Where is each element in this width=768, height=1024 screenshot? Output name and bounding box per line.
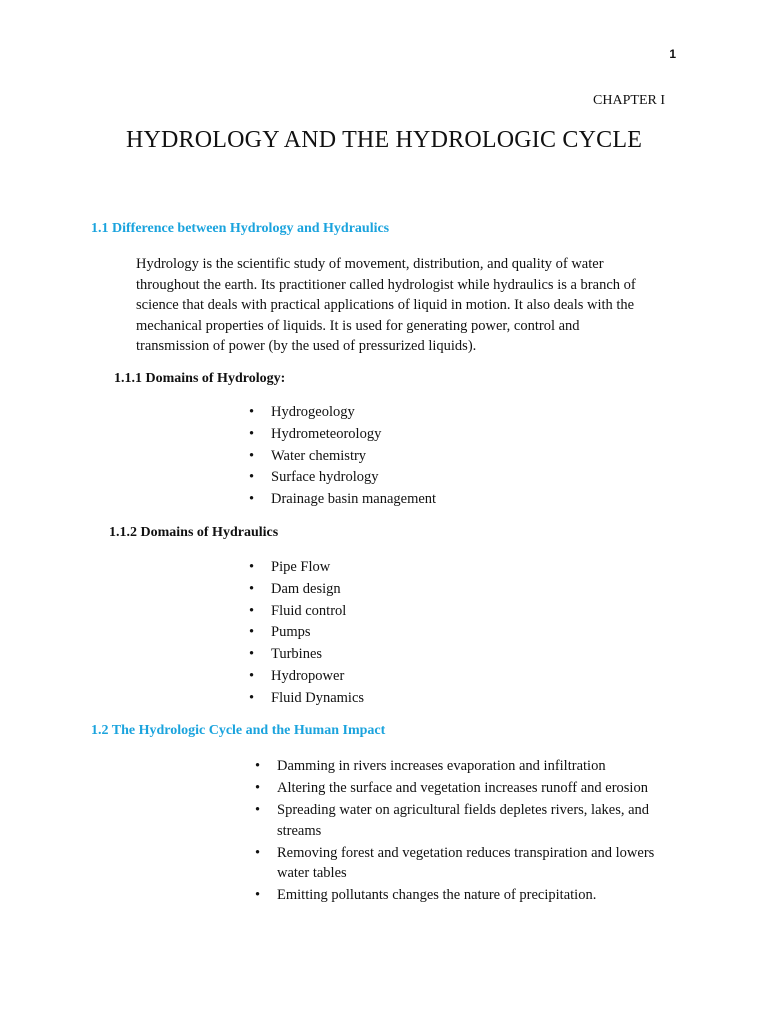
- list-item: • Dam design: [271, 579, 364, 601]
- list-item: • Hydrometeorology: [271, 424, 436, 446]
- list-item: • Hydrogeology: [271, 402, 436, 424]
- page-number: 1: [669, 47, 676, 61]
- list-item: • Surface hydrology: [271, 467, 436, 489]
- list-item: • Pumps: [271, 622, 364, 644]
- section-heading-1-1: 1.1 Difference between Hydrology and Hydraulics: [91, 221, 390, 236]
- section-1-1-paragraph: Hydrology is the scientific study of movement, distribution, and quality of water throughout the earth. Its practitioner called hydrologist while hydraulics is a branch of science that deals with practical applications of liquid in motion. It also deals with the mechanical properties of liquids. It is used for generating power, control and transmission of power (by the used of pressurized liquids).: [136, 256, 636, 355]
- list-item: • Turbines: [271, 644, 364, 666]
- hydrology-domains-list: [271, 402, 436, 511]
- list-item: • Damming in rivers increases evaporation and infiltration: [277, 756, 677, 777]
- hydraulics-domains-list: [271, 557, 364, 710]
- subsection-heading-1-1-1: 1.1.1 Domains of Hydrology:: [114, 371, 286, 386]
- list-item: • Fluid control: [271, 601, 364, 623]
- list-item: • Hydropower: [271, 666, 364, 688]
- subsection-heading-1-1-2: 1.1.2 Domains of Hydraulics: [109, 525, 279, 540]
- list-item: • Removing forest and vegetation reduces transpiration and lowers water tables: [277, 843, 677, 884]
- chapter-label: CHAPTER I: [593, 93, 665, 108]
- list-item: • Altering the surface and vegetation increases runoff and erosion: [277, 778, 677, 799]
- list-item: • Spreading water on agricultural fields depletes rivers, lakes, and streams: [277, 800, 677, 841]
- list-item: • Water chemistry: [271, 446, 436, 468]
- section-heading-1-2: 1.2 The Hydrologic Cycle and the Human Impact: [91, 723, 386, 738]
- list-item: • Fluid Dynamics: [271, 688, 364, 710]
- list-item: • Emitting pollutants changes the nature of precipitation.: [277, 885, 677, 906]
- human-impact-list: [277, 756, 677, 907]
- document-title: HYDROLOGY AND THE HYDROLOGIC CYCLE: [125, 127, 643, 153]
- list-item: • Pipe Flow: [271, 557, 364, 579]
- list-item: • Drainage basin management: [271, 489, 436, 511]
